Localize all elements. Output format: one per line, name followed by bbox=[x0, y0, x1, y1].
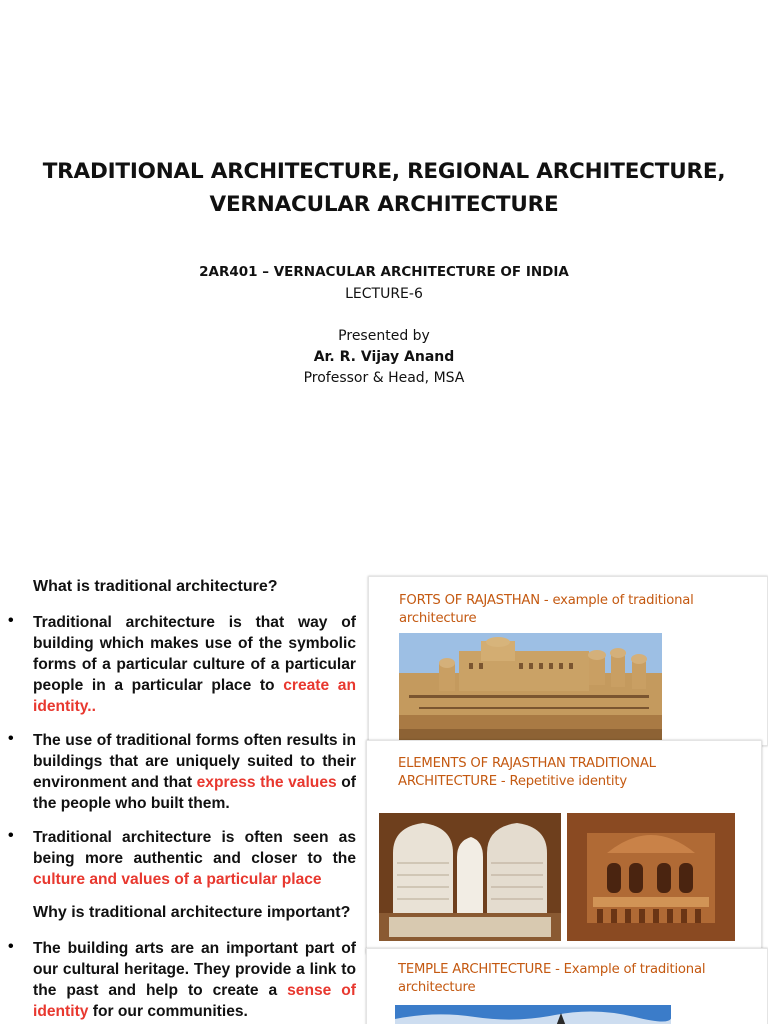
traditional-architecture-text bbox=[0, 570, 362, 1024]
slide-title-line-2: VERNACULAR ARCHITECTURE bbox=[209, 192, 559, 217]
presenter-name: Ar. R. Vijay Anand bbox=[313, 349, 455, 365]
bullet-item bbox=[8, 827, 356, 890]
temple-card bbox=[366, 948, 768, 1024]
bullet-text-part: Traditional architecture is often seen as being more authentic and closer to the bbox=[33, 829, 356, 867]
bullet-text bbox=[33, 730, 356, 814]
forts-card bbox=[368, 576, 768, 746]
bullet-text-part: for our communities. bbox=[88, 1003, 248, 1020]
highlight-text: create an identity.. bbox=[33, 677, 356, 715]
fort-photo bbox=[399, 633, 662, 741]
bullet-text-part: The use of traditional forms often results in buildings that are uniquely suited to their environment and that bbox=[33, 732, 356, 791]
bullet-text-part: The building arts are an important part of our cultural heritage. They provide a link to the past and help to create a bbox=[33, 940, 356, 999]
card-title: FORTS OF RAJASTHAN - example of traditional architecture bbox=[399, 593, 694, 626]
jali-window-photo bbox=[379, 813, 561, 941]
bullet-icon: • bbox=[8, 827, 14, 844]
question-heading: Why is traditional architecture important? bbox=[33, 904, 351, 921]
presenter-role: Professor & Head, MSA bbox=[303, 370, 465, 386]
temple-photo bbox=[395, 1005, 671, 1024]
bullet-text bbox=[33, 827, 356, 890]
highlight-text: sense of identity bbox=[33, 982, 356, 1020]
presented-by-label: Presented by bbox=[338, 328, 430, 344]
question-heading: What is traditional architecture? bbox=[33, 578, 278, 595]
jharokha-photo bbox=[567, 813, 735, 941]
card-title: TEMPLE ARCHITECTURE - Example of traditional architecture bbox=[398, 962, 706, 995]
bullet-item bbox=[8, 730, 356, 814]
course-code: 2AR401 – VERNACULAR ARCHITECTURE OF INDIA bbox=[199, 264, 569, 280]
bullet-item bbox=[8, 612, 356, 717]
bullet-text-part: of the people who built them. bbox=[33, 774, 356, 812]
slide-title bbox=[20, 155, 748, 221]
slide-title-line-1: TRADITIONAL ARCHITECTURE, REGIONAL ARCHITECTURE, bbox=[42, 159, 726, 184]
bullet-icon: • bbox=[8, 938, 14, 955]
highlight-text: culture and values of a particular place bbox=[33, 871, 322, 888]
bullet-item bbox=[8, 938, 356, 1022]
bullet-text bbox=[33, 938, 356, 1022]
bullet-icon: • bbox=[8, 612, 14, 629]
elements-card bbox=[366, 740, 762, 954]
bullet-text-part: Traditional architecture is that way of building which makes use of the symbolic forms of a particular culture of a particular people in a particular place to bbox=[33, 614, 356, 694]
card-title: ELEMENTS OF RAJASTHAN TRADITIONAL ARCHITECTURE - Repetitive identity bbox=[398, 756, 656, 789]
highlight-text: express the values bbox=[196, 774, 337, 791]
bullet-icon: • bbox=[8, 730, 14, 747]
lecture-number: LECTURE-6 bbox=[345, 286, 423, 302]
bullet-text bbox=[33, 612, 356, 717]
